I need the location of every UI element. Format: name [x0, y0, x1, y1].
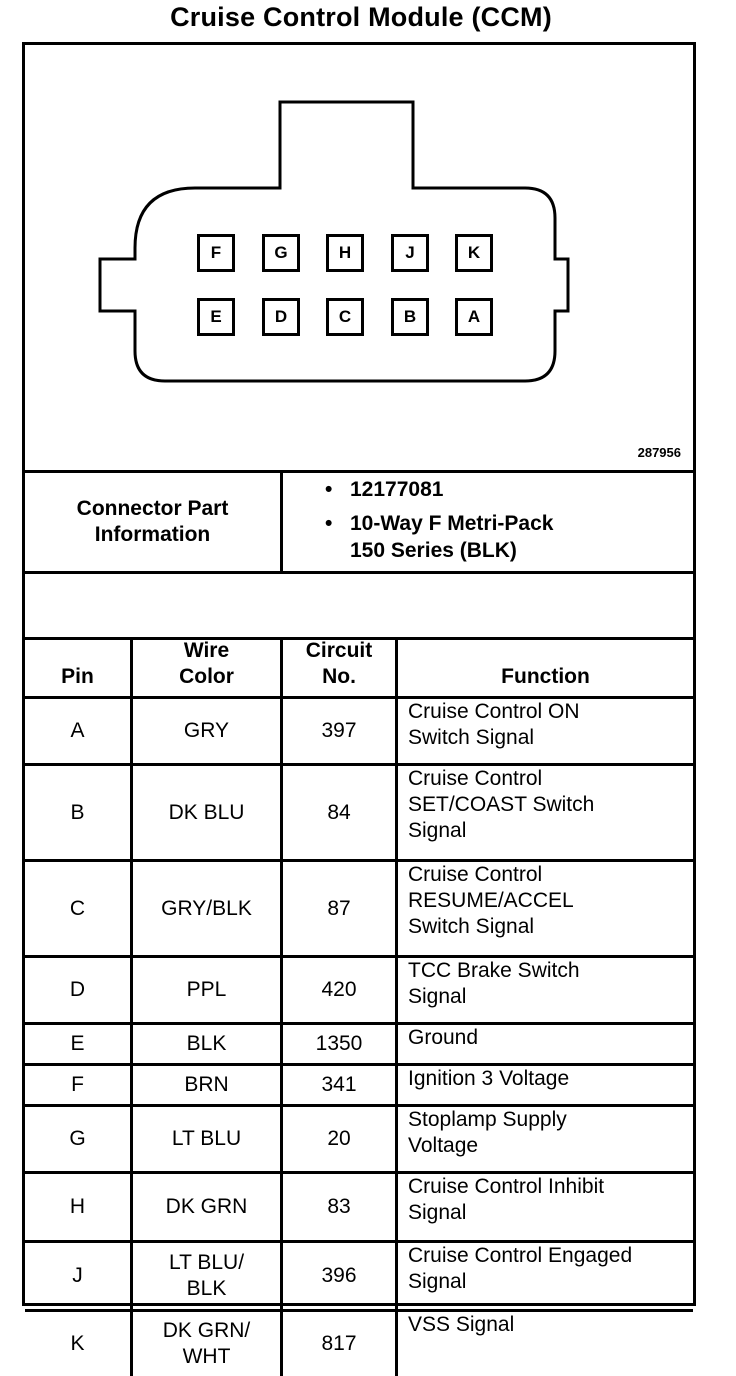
pin-g: G — [262, 234, 300, 272]
table-cell-circuit: 87 — [327, 896, 351, 920]
table-cell-pin: F — [71, 1073, 84, 1096]
table-cell-circuit: 420 — [321, 978, 357, 1001]
table-cell-function: Cruise Control Engaged Signal — [408, 1244, 633, 1293]
table-cell-circuit: 83 — [327, 1195, 351, 1218]
table-cell-function: Ignition 3 Voltage — [408, 1067, 570, 1090]
pin-h: H — [326, 234, 364, 272]
table-cell-circuit: 20 — [327, 1127, 351, 1150]
header-wire-color: Wire Color — [179, 639, 234, 688]
pin-b: B — [391, 298, 429, 336]
table-cell-pin: A — [70, 719, 85, 742]
pin-f: F — [197, 234, 235, 272]
column-rule — [280, 640, 283, 1376]
pin-d: D — [262, 298, 300, 336]
table-cell-function: Stoplamp Supply Voltage — [408, 1108, 567, 1157]
table-cell-pin: D — [69, 978, 86, 1001]
table-cell-circuit: 397 — [321, 719, 357, 742]
table-cell-wire-color: DK BLU — [168, 800, 245, 824]
table-cell-wire-color: DK GRN/ WHT — [162, 1319, 251, 1368]
rule — [280, 473, 283, 571]
table-cell-function: Cruise Control Inhibit Signal — [408, 1175, 605, 1224]
part-info-label — [25, 473, 280, 571]
table-cell-function: TCC Brake Switch Signal — [408, 959, 580, 1008]
table-cell-circuit: 84 — [327, 800, 351, 824]
table-cell-wire-color: LT BLU — [171, 1127, 242, 1150]
pin-a: A — [455, 298, 493, 336]
part-info-label-line1: Connector Part — [76, 497, 229, 520]
table-cell-function: Cruise Control RESUME/ACCEL Switch Signal — [408, 863, 574, 938]
table-cell-wire-color: GRY — [183, 719, 230, 742]
part-number: 12177081 — [350, 478, 444, 501]
connector-description-line1: 10-Way F Metri-Pack — [350, 512, 554, 535]
connector-description-line2: 150 Series (BLK) — [350, 539, 517, 562]
pin-k: K — [455, 234, 493, 272]
table-cell-wire-color: DK GRN — [165, 1195, 248, 1218]
column-rule — [395, 640, 398, 1376]
table-cell-circuit: 396 — [321, 1264, 357, 1287]
table-cell-wire-color: LT BLU/ BLK — [168, 1251, 245, 1300]
header-circuit-no: Circuit No. — [305, 639, 373, 688]
figure-number: 287956 — [637, 445, 681, 460]
table-cell-pin: H — [69, 1195, 86, 1218]
table-cell-function: VSS Signal — [408, 1313, 515, 1336]
table-cell-pin: C — [69, 896, 86, 920]
connector-table-frame — [22, 42, 696, 1368]
table-cell-wire-color: PPL — [186, 978, 227, 1001]
connector-diagram — [25, 45, 693, 470]
table-cell-function: Ground — [408, 1026, 479, 1049]
table-cell-pin: J — [72, 1264, 83, 1287]
bullet: • — [325, 478, 333, 501]
pin-j: J — [391, 234, 429, 272]
table-cell-function: Cruise Control ON Switch Signal — [408, 700, 580, 749]
table-cell-pin: E — [70, 1032, 85, 1055]
pin-c: C — [326, 298, 364, 336]
page-title: Cruise Control Module (CCM) — [170, 2, 552, 32]
table-cell-circuit: 817 — [321, 1332, 357, 1355]
column-rule — [130, 640, 133, 1376]
table-cell-function: Cruise Control SET/COAST Switch Signal — [408, 767, 595, 842]
table-cell-pin: B — [70, 800, 85, 824]
table-cell-circuit: 1350 — [315, 1032, 363, 1055]
table-cell-wire-color: GRY/BLK — [161, 896, 252, 920]
bullet: • — [325, 512, 333, 535]
table-cell-wire-color: BLK — [186, 1032, 227, 1055]
part-info-label-line2: Information — [94, 523, 211, 546]
table-cell-wire-color: BRN — [184, 1073, 229, 1096]
table-cell-circuit: 341 — [321, 1073, 357, 1096]
pin-e: E — [197, 298, 235, 336]
header-pin: Pin — [61, 665, 94, 688]
header-function: Function — [501, 665, 590, 688]
table-cell-pin: K — [70, 1332, 85, 1355]
rule — [25, 571, 693, 574]
table-cell-pin: G — [69, 1127, 86, 1150]
